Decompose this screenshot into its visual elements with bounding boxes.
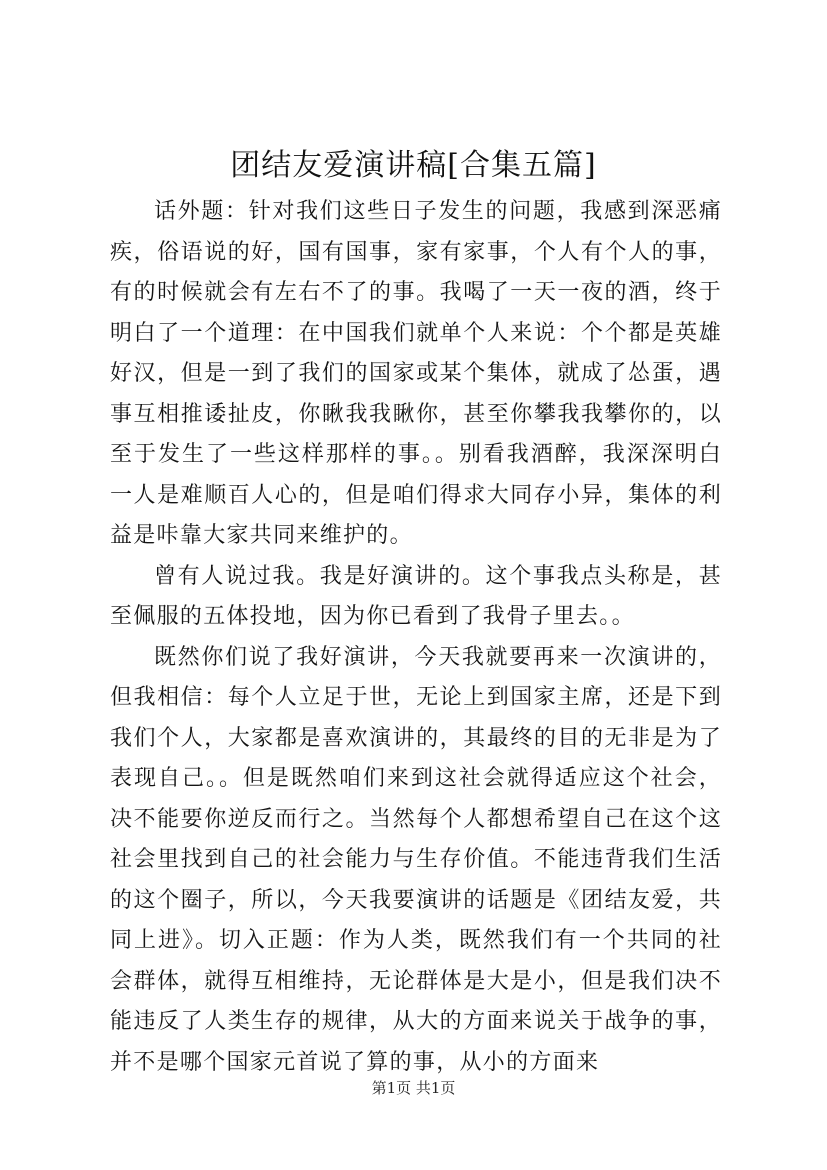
document-body (110, 192, 722, 1083)
paragraph: 话外题：针对我们这些日子发生的问题，我感到深恶痛疾，俗语说的好，国有国事，家有家事，个人有个人的事，有的时候就会有左右不了的事。我喝了一天一夜的酒，终于明白了一个道理：在中国我们就单个人来说：个个都是英雄好汉，但是一到了我们的国家或某个集体，就成了怂蛋，遇事互相推诿扯皮，你瞅我我瞅你，甚至你攀我我攀你的，以至于发生了一些这样那样的事。。别看我酒醉，我深深明白一人是难顺百人心的，但是咱们得求大同存小异，集体的利益是咔靠大家共同来维护的。 (110, 199, 722, 548)
paragraph: 既然你们说了我好演讲，今天我就要再来一次演讲的，但我相信：每个人立足于世，无论上到国家主席，还是下到我们个人，大家都是喜欢演讲的，其最终的目的无非是为了表现自己。。但是既然咱们来到这社会就得适应这个社会，决不能要你逆反而行之。当然每个人都想希望自己在这个这社会里找到自己的社会能力与生存价值。不能违背我们生活的这个圈子，所以，今天我要演讲的话题是《团结友爱，共同上进》。切入正题：作为人类，既然我们有一个共同的社会群体，就得互相维持，无论群体是大是小，但是我们决不能违反了人类生存的规律，从大的方面来说关于战争的事，并不是哪个国家元首说了算的事，从小的方面来 (110, 644, 722, 1075)
page-footer: 第1页 共1页 (371, 1079, 456, 1097)
document-title: 团结友爱演讲稿[合集五篇] (230, 148, 597, 183)
paragraph: 曾有人说过我。我是好演讲的。这个事我点头称是，甚至佩服的五体投地，因为你已看到了我骨子里去。。 (110, 563, 722, 629)
